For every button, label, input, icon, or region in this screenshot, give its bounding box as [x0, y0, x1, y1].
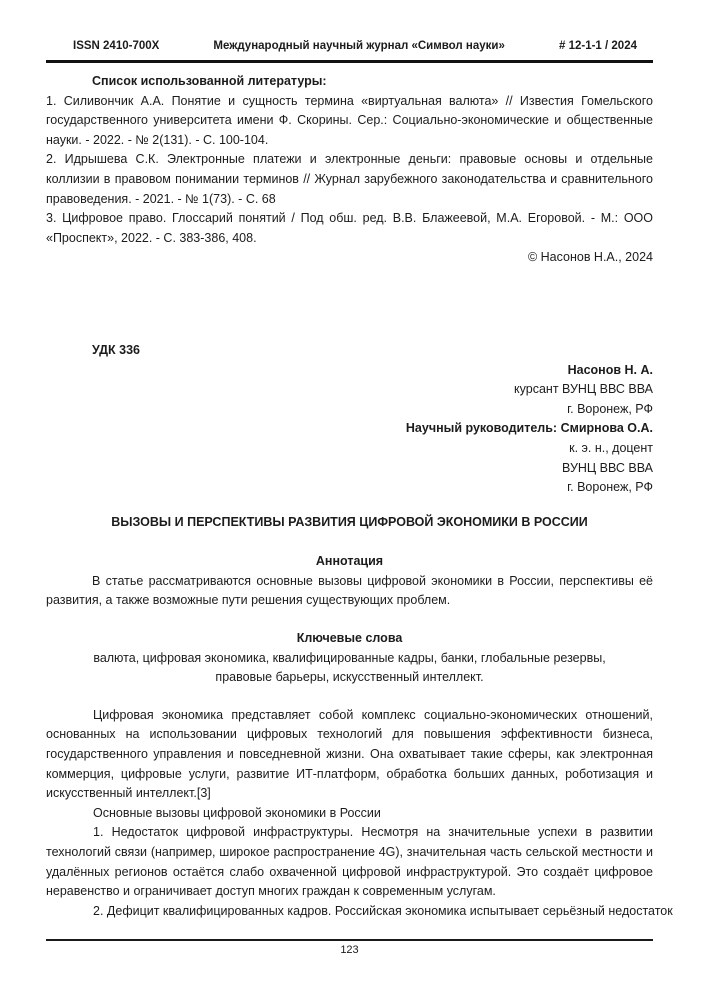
advisor-name: Научный руководитель: Смирнова О.А.	[405, 421, 653, 436]
reference-item-1: 1. Силивончик А.А. Понятие и сущность термина «виртуальная валюта» // Известия Гомельского государственного университета имени Ф. Скорины. Сер.: Социально-экономические и общественные науки. - 2022. - № 2(131). - С. 100-104.	[46, 93, 653, 147]
journal-title: Международный научный журнал «Символ науки»	[213, 40, 505, 52]
author-role: курсант ВУНЦ ВВС ВВА	[514, 382, 653, 397]
abstract-text: В статье рассматриваются основные вызовы цифровой экономики в России, перспективы её развития, а также возможные пути решения существующих проблем.	[46, 573, 653, 608]
article-title: ВЫЗОВЫ И ПЕРСПЕКТИВЫ РАЗВИТИЯ ЦИФРОВОЙ ЭКОНОМИКИ В РОССИИ	[111, 514, 588, 529]
abstract-heading: Аннотация	[315, 554, 384, 569]
page-content	[46, 72, 673, 921]
body-paragraph-2: 1. Недостаток цифровой инфраструктуры. Несмотря на значительные успехи в развитии технологий связи (например, широкое распространение 4G), значительная часть сельской местности и удалённых регионов остаётся слабо охваченной цифровой инфраструктурой. Это создаёт цифровое неравенство и ограничивает доступ многих граждан к современным услугам.	[46, 825, 653, 899]
advisor-organization: ВУНЦ ВВС ВВА	[562, 460, 653, 475]
author-name: Насонов Н. А.	[567, 362, 653, 377]
header-row	[46, 40, 653, 53]
advisor-city: г. Воронеж, РФ	[567, 480, 653, 495]
page-header	[46, 0, 653, 63]
keywords-line-1: валюта, цифровая экономика, квалифицированные кадры, банки, глобальные резервы,	[93, 650, 606, 665]
reference-item-3: 3. Цифровое право. Глоссарий понятий / Под обш. ред. В.В. Блажеевой, М.А. Егоровой. - М.: ООО «Проспект», 2022. - С. 383-386, 408.	[46, 211, 653, 245]
issn-label: ISSN 2410-700X	[73, 40, 160, 52]
page-number: 123	[340, 944, 359, 956]
reference-item-2: 2. Идрышева С.К. Электронные платежи и электронные деньги: правовые основы и отдельные коллизии в правовом понимании терминов // Журнал зарубежного законодательства и сравнительного правоведения. - 2021. - № 1(73). - С. 68	[46, 152, 653, 206]
author-block	[46, 361, 653, 498]
keywords-heading: Ключевые слова	[296, 631, 403, 646]
page-footer	[46, 939, 653, 956]
advisor-degree: к. э. н., доцент	[569, 440, 653, 455]
body-paragraph-3-cutoff: 2. Дефицит квалифицированных кадров. Российская экономика испытывает серьёзный недостаток	[93, 903, 673, 918]
body-paragraph-1: Цифровая экономика представляет собой комплекс социально-экономических отношений, основанных на использовании цифровых технологий для повышения эффективности бизнеса, государственного управления и повседневной жизни. Она охватывает такие сферы, как электронная коммерция, цифровые услуги, развитие ИТ-платформ, обработка больших данных, роботизация и искусственный интеллект.[3]	[46, 707, 653, 801]
copyright-line: © Насонов Н.А., 2024	[527, 250, 653, 265]
issue-number: # 12-1-1 / 2024	[558, 40, 637, 52]
body-subheading: Основные вызовы цифровой экономики в России	[93, 805, 381, 820]
keywords-line-2: правовые барьеры, искусственный интеллект.	[215, 670, 484, 685]
references-heading: Список использованной литературы:	[92, 74, 327, 88]
author-city: г. Воронеж, РФ	[567, 401, 653, 416]
udc-code: УДК 336	[92, 342, 141, 357]
